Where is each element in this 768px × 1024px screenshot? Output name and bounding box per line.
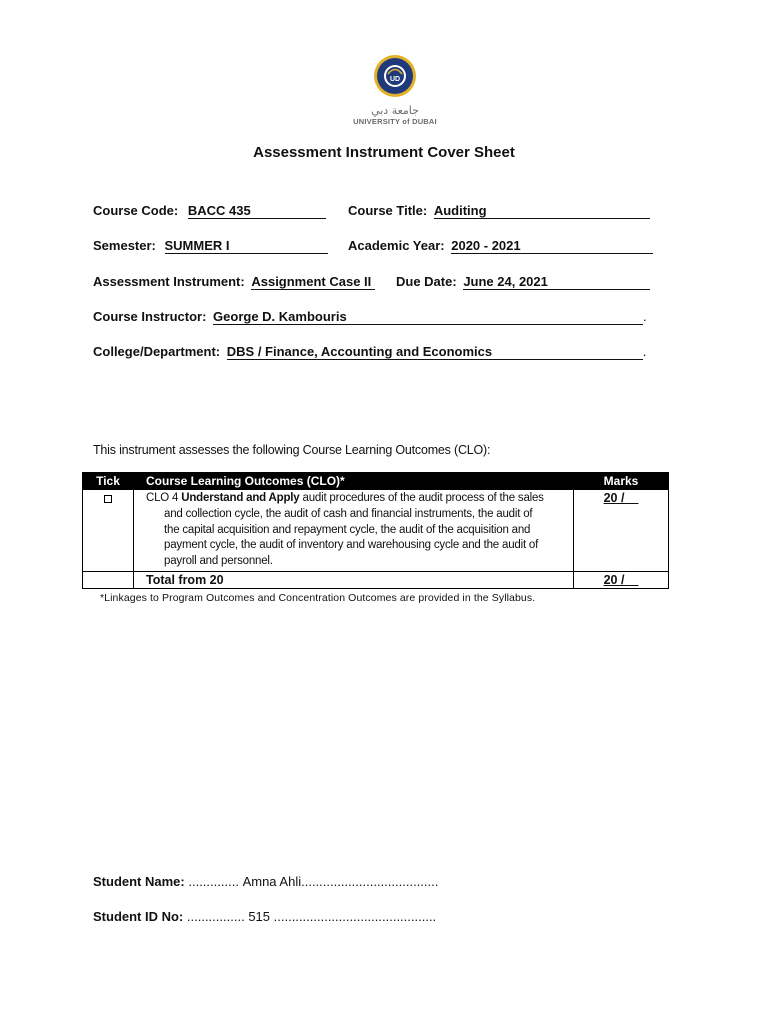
course-title-field: [348, 203, 650, 219]
clo-marks-value: 20 /: [603, 491, 625, 505]
due-date-label: Due Date:: [396, 274, 457, 289]
academic-year-field: [348, 238, 653, 254]
checkbox-icon[interactable]: [104, 495, 112, 503]
semester-label: Semester:: [93, 238, 156, 253]
emblem-letters: UD: [389, 76, 401, 83]
assessment-instrument-label: Assessment Instrument:: [93, 274, 245, 289]
student-name-field: [93, 874, 438, 889]
logo-arabic-text: جامعة دبي: [371, 104, 419, 117]
syllabus-note: *Linkages to Program Outcomes and Concentration Outcomes are provided in the Syllabus.: [100, 592, 536, 604]
tick-cell: [83, 490, 134, 572]
student-id-value: 515: [248, 909, 271, 924]
department-label: College/Department:: [93, 344, 221, 359]
instructor-field: Course Instructor: George D. Kambouris .: [93, 309, 647, 324]
student-name-dots-post: ......................................: [301, 874, 439, 889]
clo-table-header: [83, 473, 669, 490]
clo-header: Course Learning Outcomes (CLO)*: [134, 473, 574, 490]
student-name-value: Amna Ahli: [242, 874, 302, 889]
total-marks-cell: [574, 571, 669, 588]
page-title: Assessment Instrument Cover Sheet: [253, 144, 515, 161]
course-code-value: BACC 435: [187, 203, 251, 218]
marks-header: Marks: [574, 473, 669, 490]
assessment-instrument-field: [93, 274, 375, 290]
student-name-label: Student Name:: [93, 874, 185, 889]
clo-intro-text: This instrument assesses the following Course Learning Outcomes (CLO):: [93, 443, 491, 457]
clo-line-3: the capital acquisition and repayment cycle, the audit of the acquisition and: [164, 523, 531, 536]
clo-line-5: payroll and personnel.: [164, 555, 273, 568]
course-code-field: [93, 203, 326, 219]
student-id-dots-post: .............................................: [273, 909, 437, 924]
course-code-label: Course Code:: [93, 203, 179, 218]
logo-english-text: UNIVERSITY of DUBAI: [353, 117, 437, 126]
semester-field: [93, 238, 328, 254]
tick-header: Tick: [83, 473, 134, 490]
table-row: [83, 490, 669, 572]
student-id-label: Student ID No:: [93, 909, 184, 924]
instructor-value: George D. Kambouris: [213, 309, 347, 324]
student-id-dots-pre: ................: [186, 909, 245, 924]
clo-line-4: payment cycle, the audit of inventory and warehousing cycle and the audit of: [164, 539, 539, 552]
university-logo: [352, 54, 438, 124]
total-tick-cell: [83, 571, 134, 588]
clo-line-2: and collection cycle, the audit of cash and financial instruments, the audit of: [164, 507, 533, 520]
academic-year-label: Academic Year:: [348, 238, 445, 253]
table-total-row: [83, 571, 669, 588]
department-field: College/Department: DBS / Finance, Accounting and Economics .: [93, 344, 647, 359]
marks-cell: [574, 490, 669, 572]
total-marks-value: 20 /: [603, 572, 625, 587]
clo-table: [82, 472, 669, 589]
assessment-instrument-value: Assignment Case II: [251, 274, 372, 289]
semester-value: SUMMER I: [164, 238, 230, 253]
academic-year-value: 2020 - 2021: [451, 238, 521, 253]
due-date-field: [396, 274, 650, 290]
course-title-value: Auditing: [433, 203, 487, 218]
university-emblem-icon: [373, 54, 417, 98]
clo-line-1: audit procedures of the audit process of the sales: [302, 492, 544, 504]
department-value: DBS / Finance, Accounting and Economics: [226, 344, 493, 359]
instructor-label: Course Instructor:: [93, 309, 207, 324]
student-id-field: [93, 909, 436, 924]
clo-emphasis: Understand and Apply: [181, 492, 300, 504]
total-label: Total from 20: [134, 571, 574, 588]
due-date-value: June 24, 2021: [463, 274, 548, 289]
clo-number: CLO 4: [146, 492, 179, 504]
clo-cell: [134, 490, 574, 572]
course-title-label: Course Title:: [348, 203, 428, 218]
student-name-dots-pre: ..............: [188, 874, 239, 889]
